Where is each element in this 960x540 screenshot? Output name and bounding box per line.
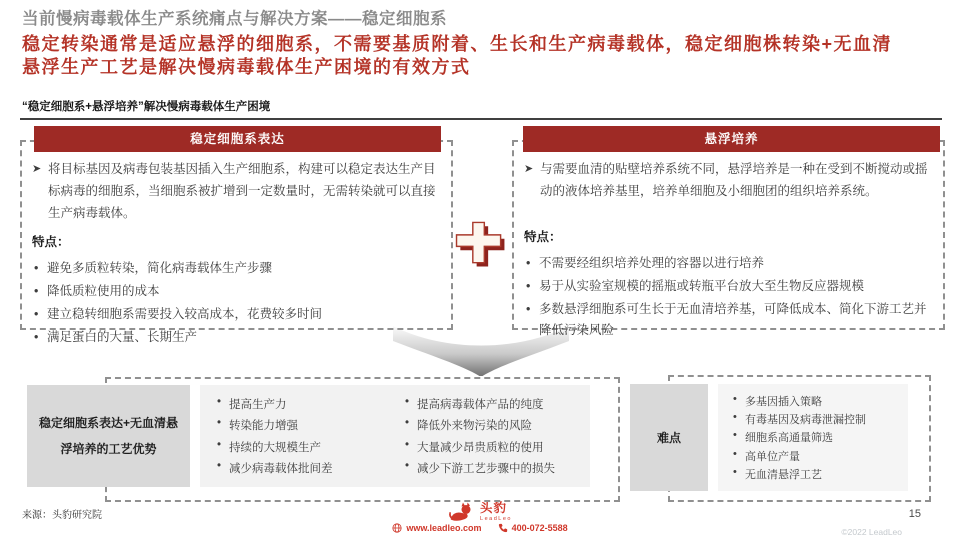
list-item: • 提高病毒载体产品的纯度 xyxy=(404,396,590,412)
suspension-culture-banner: 悬浮培养 xyxy=(523,126,940,152)
leadleo-brand xyxy=(0,501,960,523)
brand-name-en: LeadLeo xyxy=(480,516,512,522)
stable-cell-expression-banner: 稳定细胞系表达 xyxy=(34,126,441,152)
leadleo-logo-icon xyxy=(448,502,474,522)
page-subtitle xyxy=(22,33,947,79)
list-item: • 减少下游工艺步骤中的损失 xyxy=(404,460,590,476)
page-number: 15 xyxy=(908,508,921,520)
advantages-content xyxy=(200,385,590,487)
brand-name-cn: 头豹 xyxy=(480,501,508,515)
list-item: • 提高生产力 xyxy=(216,396,388,412)
suspension-description: 与需要血清的贴壁培养系统不同，悬浮培养是一种在受到不断搅动或摇动的液体培养基里，培养单细胞及小细胞团的组织培养系统。 xyxy=(540,162,928,198)
arrow-bullet-icon: ➤ xyxy=(32,163,42,175)
list-item: • 减少病毒载体批间差 xyxy=(216,460,388,476)
globe-icon xyxy=(392,523,402,533)
advantages-label: 稳定细胞系表达+无血清悬浮培养的工艺优势 xyxy=(27,385,190,487)
advantages-column-2 xyxy=(388,385,590,487)
footer-contact xyxy=(0,523,960,533)
page-title: 当前慢病毒载体生产系统痛点与解决方案——稳定细胞系 xyxy=(22,10,447,28)
website-link[interactable]: www.leadleo.com xyxy=(406,523,482,533)
list-item: • 持续的大规模生产 xyxy=(216,439,388,455)
list-item: • 多基因插入策略 xyxy=(732,393,908,409)
divider-line xyxy=(20,118,942,120)
plus-icon xyxy=(454,221,506,267)
phone-icon xyxy=(498,523,508,533)
section-heading: “稳定细胞系+悬浮培养”解决慢病毒载体生产困境 xyxy=(22,101,271,113)
list-item: • 易于从实验室规模的摇瓶或转瓶平台放大至生物反应器规模 xyxy=(524,276,934,297)
stable-cell-feature-list xyxy=(32,258,442,348)
features-label: 特点： xyxy=(32,235,70,249)
list-item: • 不需要经组织培养处理的容器以进行培养 xyxy=(524,253,934,274)
stable-cell-description: 将目标基因及病毒包装基因插入生产细胞系，构建可以稳定表达生产目标病毒的细胞系，当细胞系被扩增到一定数量时，无需转染就可以直接生产病毒载体。 xyxy=(48,162,436,220)
source-note: 来源：头豹研究院 xyxy=(22,510,102,521)
stable-cell-expression-body xyxy=(32,158,442,350)
copyright-note: ©2022 LeadLeo xyxy=(841,527,902,537)
subtitle-line-2: 悬浮生产工艺是解决慢病毒载体生产困境的有效方式 xyxy=(22,57,471,77)
list-item: • 建立稳转细胞系需要投入较高成本，花费较多时间 xyxy=(32,304,442,325)
features-label: 特点： xyxy=(524,230,562,244)
list-item: • 高单位产量 xyxy=(732,448,908,464)
difficulties-content xyxy=(718,384,908,491)
list-item: • 满足蛋白的大量、长期生产 xyxy=(32,327,442,348)
list-item: • 转染能力增强 xyxy=(216,417,388,433)
phone-number: 400-072-5588 xyxy=(511,523,568,533)
difficulties-label: 难点 xyxy=(630,384,708,491)
advantages-column-1 xyxy=(200,385,388,487)
list-item: • 多数悬浮细胞系可生长于无血清培养基，可降低成本、简化下游工艺并降低污染风险 xyxy=(524,299,934,341)
list-item: • 大量减少昂贵质粒的使用 xyxy=(404,439,590,455)
list-item: • 有毒基因及病毒泄漏控制 xyxy=(732,411,908,427)
list-item: • 降低外来物污染的风险 xyxy=(404,417,590,433)
list-item: • 无血清悬浮工艺 xyxy=(732,466,908,482)
list-item: • 降低质粒使用的成本 xyxy=(32,281,442,302)
suspension-culture-body xyxy=(524,158,934,343)
arrow-bullet-icon: ➤ xyxy=(524,163,534,175)
subtitle-line-1: 稳定转染通常是适应悬浮的细胞系，不需要基质附着、生长和生产病毒载体，稳定细胞株转染+无血清 xyxy=(22,34,893,54)
list-item: • 细胞系高通量筛选 xyxy=(732,429,908,445)
list-item: • 避免多质粒转染，简化病毒载体生产步骤 xyxy=(32,258,442,279)
suspension-feature-list xyxy=(524,253,934,341)
